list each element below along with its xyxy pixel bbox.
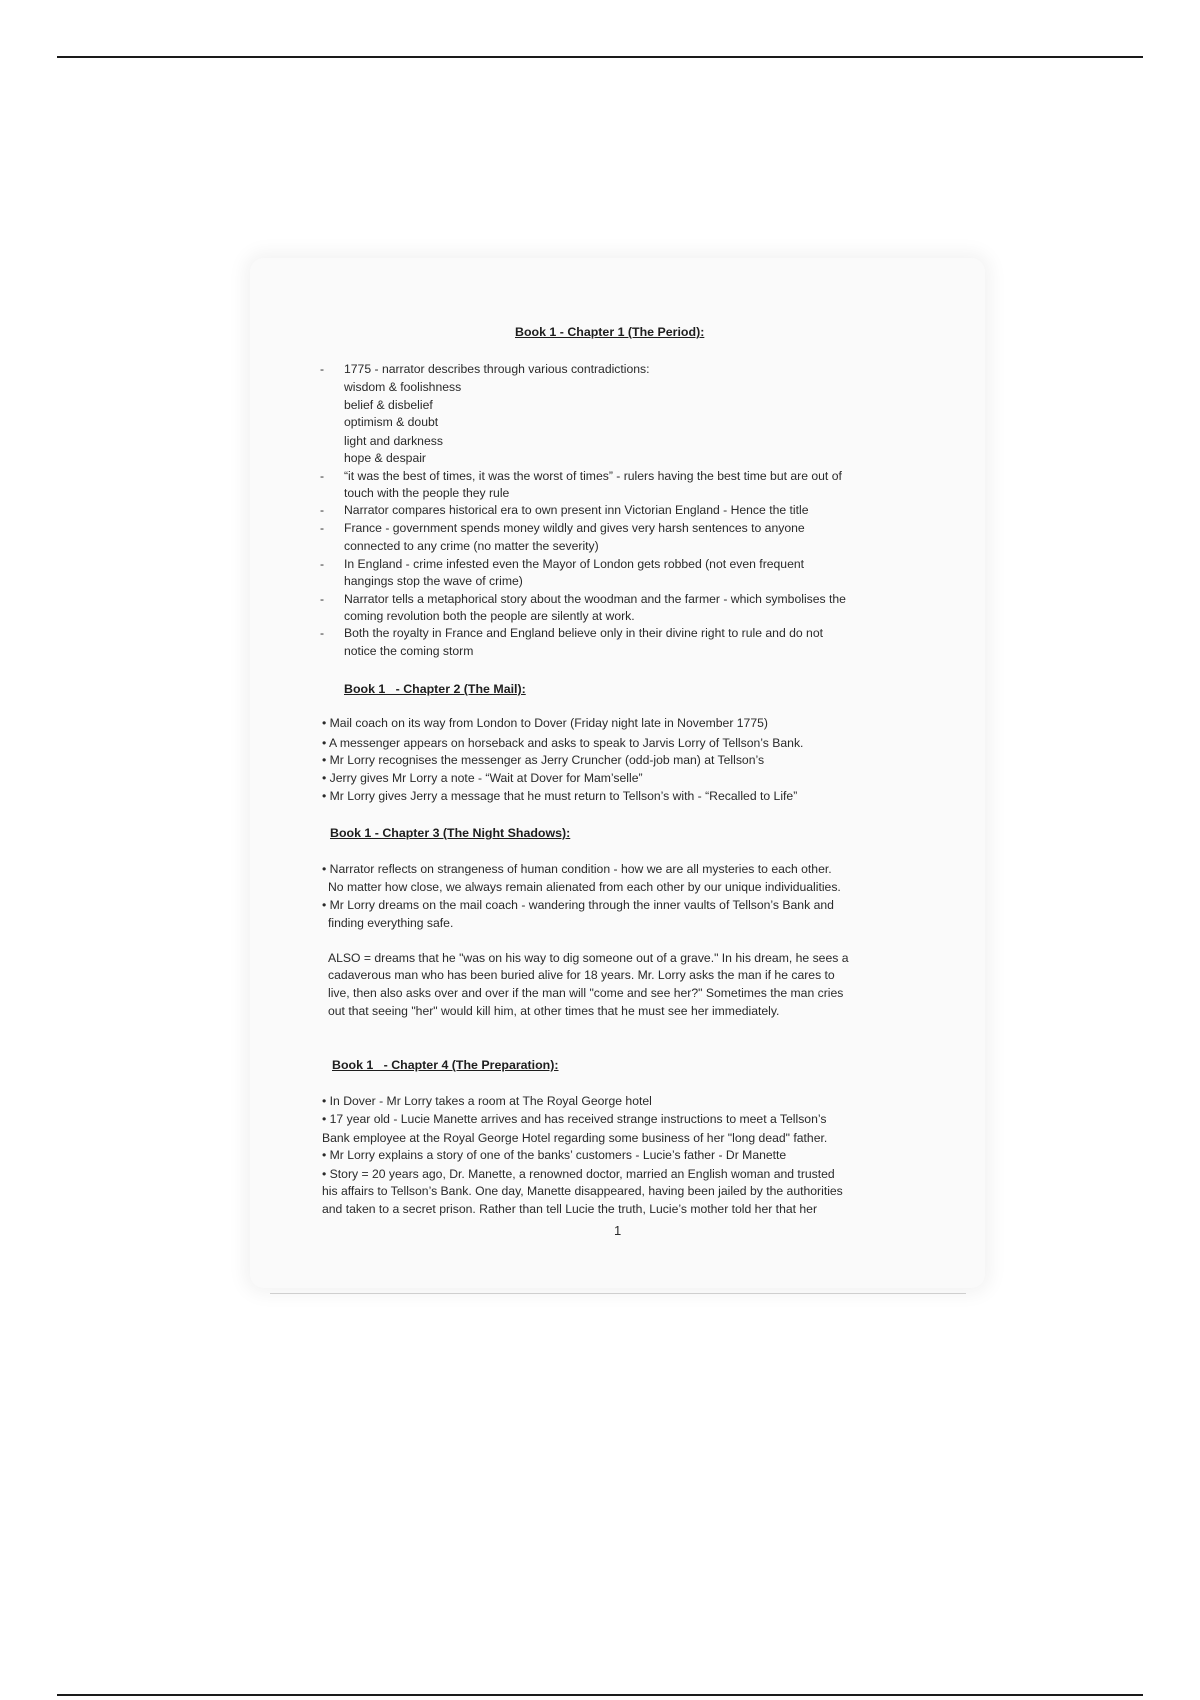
top-rule [57,56,1143,58]
ch1-bullet: France - government spends money wildly and gives very harsh sentences to anyone [344,521,805,535]
ch2-line: • Mail coach on its way from London to Dover (Friday night late in November 1775) [322,716,768,730]
ch1-bullet: In England - crime infested even the Mayor of London gets robbed (not even frequent [344,557,805,571]
ch3-also-line: cadaverous man who has been buried alive for 18 years. Mr. Lorry asks the man if he cares to [328,968,835,982]
bullet-marker: - [320,592,325,606]
ch4-line: • Mr Lorry explains a story of one of the banks’ customers - Lucie’s father - Dr Manette [322,1148,787,1162]
ch2-line: • Mr Lorry gives Jerry a message that he must return to Tellson’s with - “Recalled to Life” [322,789,798,803]
ch4-line: Bank employee at the Royal George Hotel regarding some business of her "long dead" father. [322,1131,828,1145]
ch3-line: • Narrator reflects on strangeness of human condition - how we are all mysteries to each other. [322,862,832,876]
ch3-also-line: ALSO = dreams that he "was on his way to dig someone out of a grave." In his dream, he sees a [328,951,849,965]
ch4-line: • 17 year old - Lucie Manette arrives and has received strange instructions to meet a Tellson’s [322,1112,827,1126]
contradiction-item: light and darkness [344,434,443,448]
bullet-marker: - [320,469,325,483]
bullet-marker: - [320,362,325,376]
ch4-line: and taken to a secret prison. Rather than tell Lucie the truth, Lucie’s mother told her that her [322,1202,818,1216]
ch1-bullet: “it was the best of times, it was the worst of times” - rulers having the best time but are out of [344,469,842,483]
ch3-also-line: out that seeing "her" would kill him, at other times that he must see her immediately. [328,1004,780,1018]
page-number: 1 [614,1223,622,1238]
bullet-marker: - [320,557,325,571]
chapter-1-heading: Book 1 - Chapter 1 (The Period): [515,325,705,339]
bullet-marker: - [320,626,325,640]
bullet-marker: - [320,503,325,517]
chapter-2-heading: Book 1 - Chapter 2 (The Mail): [344,682,526,696]
ch3-line: • Mr Lorry dreams on the mail coach - wandering through the inner vaults of Tellson’s Bank and [322,898,834,912]
contradiction-item: wisdom & foolishness [344,380,462,394]
ch1-bullet-cont: coming revolution both the people are silently at work. [344,609,635,623]
chapter-4-heading: Book 1 - Chapter 4 (The Preparation): [332,1058,559,1072]
ch2-line: • A messenger appears on horseback and asks to speak to Jarvis Lorry of Tellson’s Bank. [322,736,804,750]
bullet-marker: - [320,521,325,535]
ch3-also-line: live, then also asks over and over if the man will "come and see her?" Sometimes the man cries [328,986,844,1000]
contradiction-item: belief & disbelief [344,398,433,412]
contradiction-item: hope & despair [344,451,426,465]
ch4-line: • Story = 20 years ago, Dr. Manette, a renowned doctor, married an English woman and trusted [322,1167,835,1181]
contradiction-item: optimism & doubt [344,415,439,429]
ch3-line: No matter how close, we always remain alienated from each other by our unique individualities. [328,880,841,894]
ch1-bullet: Narrator tells a metaphorical story about the woodman and the farmer - which symbolises the [344,592,846,606]
ch3-line: finding everything safe. [328,916,454,930]
ch1-bullet-cont: notice the coming storm [344,644,474,658]
ch1-bullet: Narrator compares historical era to own present inn Victorian England - Hence the title [344,503,809,517]
chapter-3-heading: Book 1 - Chapter 3 (The Night Shadows): [330,826,571,840]
ch1-bullet-cont: touch with the people they rule [344,486,510,500]
ch2-line: • Mr Lorry recognises the messenger as Jerry Cruncher (odd-job man) at Tellson’s [322,753,765,767]
ch1-bullet-cont: hangings stop the wave of crime) [344,574,523,588]
scanned-page-edge [270,1293,966,1294]
ch1-bullet-intro: 1775 - narrator describes through various contradictions: [344,362,650,376]
ch4-line: • In Dover - Mr Lorry takes a room at The Royal George hotel [322,1094,652,1108]
ch1-bullet: Both the royalty in France and England believe only in their divine right to rule and do not [344,626,823,640]
ch4-line: his affairs to Tellson’s Bank. One day, Manette disappeared, having been jailed by the authorities [322,1184,843,1198]
ch2-line: • Jerry gives Mr Lorry a note - “Wait at Dover for Mam’selle” [322,771,643,785]
ch1-bullet-cont: connected to any crime (no matter the severity) [344,539,599,553]
bottom-rule [57,1694,1143,1696]
